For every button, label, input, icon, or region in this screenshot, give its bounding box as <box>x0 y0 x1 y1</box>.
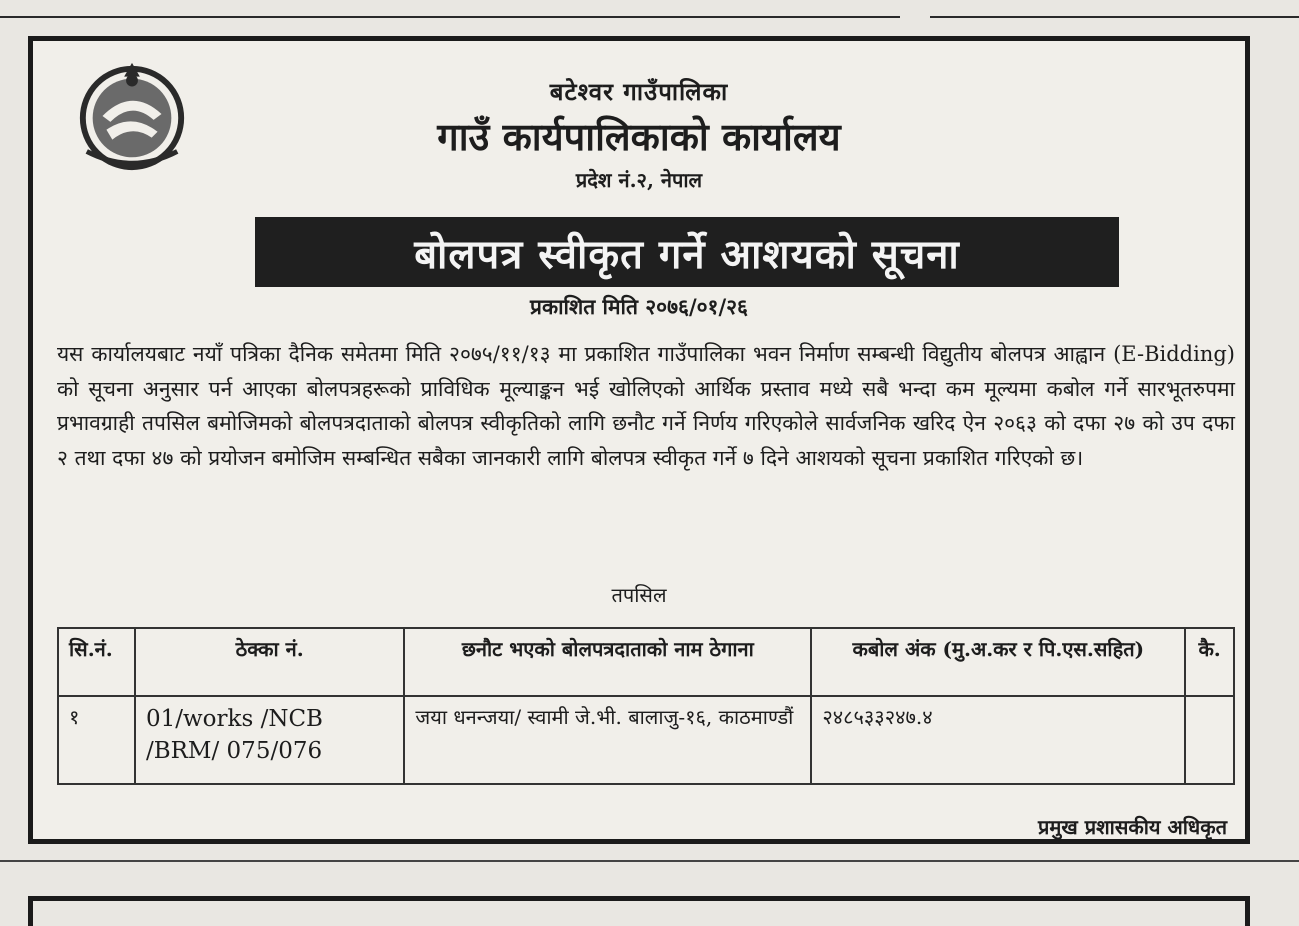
office-header <box>33 75 1245 193</box>
schedule-label: तपसिल <box>611 583 667 607</box>
top-rule <box>0 16 1299 18</box>
header-amount: कबोल अंक (मु.अ.कर र पि.एस.सहित) <box>811 628 1185 696</box>
header-contract-no: ठेक्का नं. <box>135 628 404 696</box>
header-bidder: छनौट भएको बोलपत्रदाताको नाम ठेगाना <box>404 628 811 696</box>
top-rule-gap <box>900 14 930 20</box>
published-date: प्रकाशित मिति २०७६/०१/२६ <box>530 294 748 319</box>
header-remarks: कै. <box>1185 628 1234 696</box>
award-table <box>57 627 1235 785</box>
header-sn: सि.नं. <box>58 628 135 696</box>
table-header-row <box>58 628 1234 696</box>
province-line: प्रदेश नं.२, नेपाल <box>575 168 703 192</box>
cell-bidder: जया धनन्जया/ स्वामी जे.भी. बालाजु-१६, काठमाण्डौं <box>404 696 811 784</box>
cell-remarks <box>1185 696 1234 784</box>
cell-sn: १ <box>58 696 135 784</box>
bottom-rule <box>0 860 1299 862</box>
notice-title: बोलपत्र स्वीकृत गर्ने आशयको सूचना <box>255 217 1119 287</box>
office-name: गाउँ कार्यपालिकाको कार्यालय <box>437 114 841 159</box>
notice-box <box>28 36 1250 844</box>
notice-body: यस कार्यालयबाट नयाँ पत्रिका दैनिक समेतमा मिति २०७५/११/१३ मा प्रकाशित गाउँपालिका भवन निर्माण सम्बन्धी विद्युतीय बोलपत्र आह्वान (E-Bidding) को सूचना अनुसार पर्न आएका बोलपत्रहरूको प्राविधिक मूल्याङ्कन भई खोलिएको आर्थिक प्रस्ताव मध्ये सबै भन्दा कम मूल्यमा कबोल गर्ने सारभूतरुपमा प्रभावग्राही तपसिल बमोजिमको बोलपत्रदाताको बोलपत्र स्वीकृतिको लागि छनौट गर्ने निर्णय गरिएकोले सार्वजनिक खरिद ऐन २०६३ को दफा २७ को उप दफा २ तथा दफा ४७ को प्रयोजन बमोजिम सम्बन्धित सबैका जानकारी लागि बोलपत्र स्वीकृत गर्ने ७ दिने आशयको सूचना प्रकाशित गरिएको छ। <box>57 342 1235 470</box>
cell-contract-no: 01/works /NCB /BRM/ 075/076 <box>135 696 404 784</box>
municipality-name: बटेश्वर गाउँपालिका <box>549 77 729 106</box>
signature-title: प्रमुख प्रशासकीय अधिकृत <box>1038 815 1227 839</box>
next-notice-edge <box>28 896 1250 926</box>
cell-amount: २४८५३३२४७.४ <box>811 696 1185 784</box>
table-row <box>58 696 1234 784</box>
